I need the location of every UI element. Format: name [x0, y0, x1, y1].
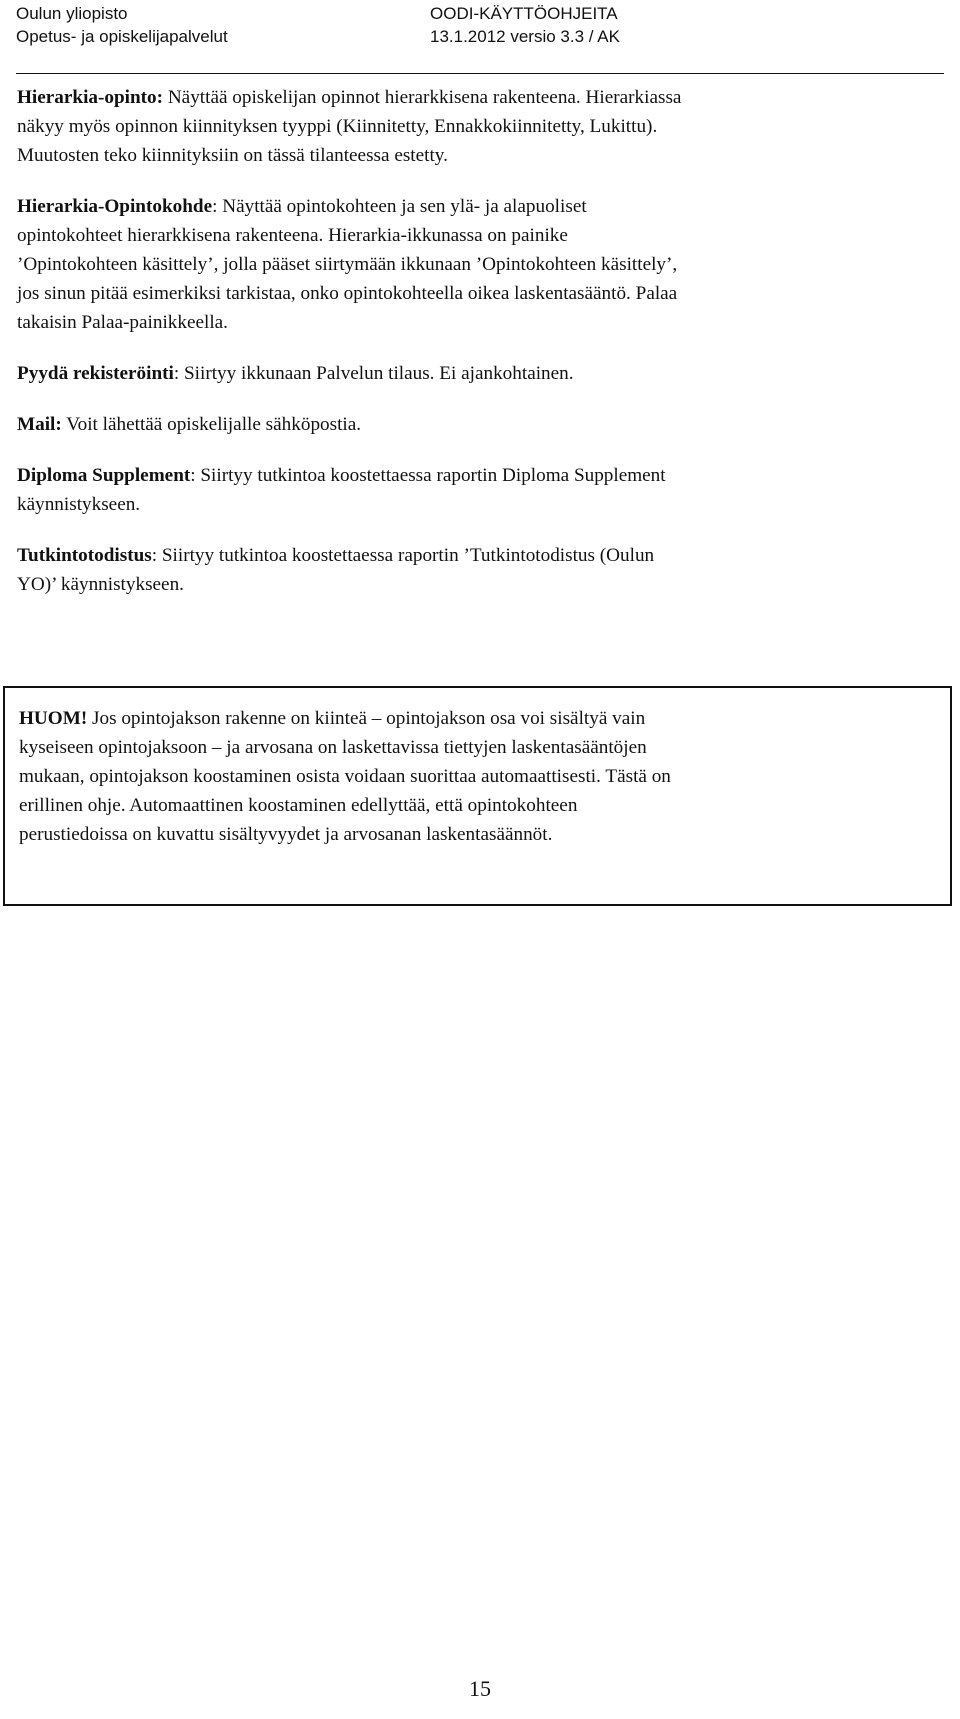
- term-tutkintotodistus: Tutkintotodistus: [17, 545, 152, 566]
- term-diploma-supplement: Diploma Supplement: [17, 465, 191, 486]
- paragraph-tutkintotodistus: [17, 541, 929, 599]
- text-mail: Voit lähettää opiskelijalle sähköpostia.: [61, 414, 362, 435]
- term-hierarkia-opintokohde: Hierarkia-Opintokohde: [17, 196, 213, 217]
- note-box: [3, 686, 952, 906]
- term-hierarkia-opinto: Hierarkia-opinto:: [17, 87, 164, 108]
- page-header: [16, 2, 944, 54]
- text-hierarkia-opinto: Näyttää opiskelijan opinnot hierarkkisena rakenteena. Hierarkiassa näkyy myös opinnon kiinnityksen tyyppi (Kiinnitetty, Ennakkokiinnitetty, Lukittu). Muutosten teko kiinnityksiin on tässä tilanteessa estetty.: [17, 87, 682, 166]
- paragraph-diploma-supplement: [17, 461, 929, 519]
- document-title: OODI-KÄYTTÖOHJEITA: [430, 4, 618, 23]
- paragraph-mail: [17, 410, 929, 439]
- document-body: [17, 83, 929, 621]
- document-version: 13.1.2012 versio 3.3 / AK: [430, 27, 620, 46]
- organization-name: Oulun yliopisto: [16, 4, 128, 23]
- department-name: Opetus- ja opiskelijapalvelut: [16, 27, 228, 46]
- header-divider: [16, 73, 944, 74]
- note-text-block: [19, 704, 929, 849]
- header-left: [16, 2, 228, 48]
- paragraph-pyyda-rekisterointi: [17, 359, 929, 388]
- paragraph-hierarkia-opinto: [17, 83, 929, 170]
- page-number: 15: [469, 1676, 491, 1701]
- note-text: Jos opintojakson rakenne on kiinteä – opintojakson osa voi sisältyä vain kyseiseen opintojaksoon – ja arvosana on laskettavissa tiettyjen laskentasääntöjen mukaan, opintojakson koostaminen osista voidaan suorittaa automaattisesti. Tästä on erillinen ohje. Automaattinen koostaminen edellyttää, että opintokohteen perustiedoissa on kuvattu sisältyvyydet ja arvosanan laskentasäännöt.: [19, 708, 671, 845]
- text-tutkintotodistus: : Siirtyy tutkintoa koostettaessa raportin ’Tutkintotodistus (Oulun YO)’ käynnistykseen.: [17, 545, 655, 595]
- term-mail: Mail:: [17, 414, 62, 435]
- note-label: HUOM!: [19, 708, 88, 729]
- text-hierarkia-opintokohde: : Näyttää opintokohteen ja sen ylä- ja alapuoliset opintokohteet hierarkkisena rakenteena. Hierarkia-ikkunassa on painike ’Opintokohteen käsittely’, jolla pääset siirtymään ikkunaan ’Opintokohteen käsittely’, jos sinun pitää esimerkiksi tarkistaa, onko opintokohteella oikea laskentasääntö. Palaa takaisin Palaa-painikkeella.: [17, 196, 678, 333]
- header-right: [430, 2, 620, 48]
- text-pyyda-rekisterointi: : Siirtyy ikkunaan Palvelun tilaus. Ei ajankohtainen.: [173, 363, 574, 384]
- paragraph-hierarkia-opintokohde: [17, 192, 929, 337]
- text-diploma-supplement: : Siirtyy tutkintoa koostettaessa raportin Diploma Supplement käynnistykseen.: [17, 465, 666, 515]
- term-pyyda-rekisterointi: Pyydä rekisteröinti: [17, 363, 174, 384]
